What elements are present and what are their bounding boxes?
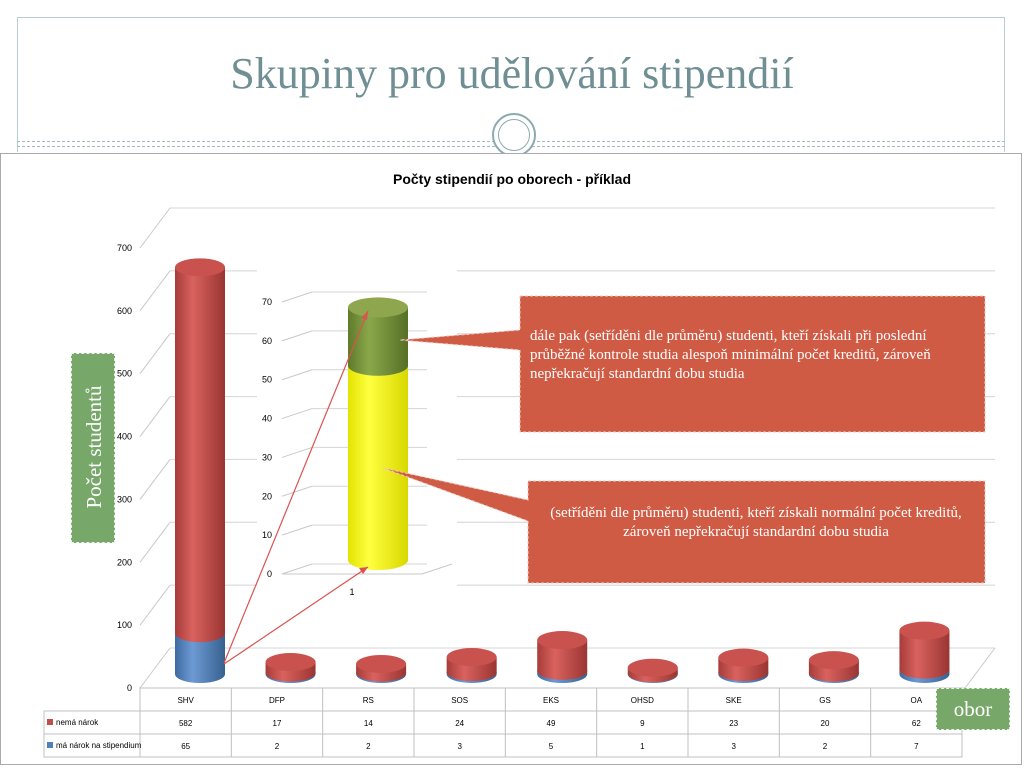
- inset-y-tick-label: 0: [266, 569, 272, 579]
- legend-swatch: [47, 742, 53, 748]
- table-cell: 2: [822, 742, 828, 751]
- table-header-ohsd: OHSD: [630, 696, 654, 705]
- main-y-tick-label: 400: [116, 431, 132, 442]
- table-cell: 2: [366, 742, 371, 751]
- inset-y-tick-label: 40: [261, 413, 272, 424]
- table-header-oa: OA: [910, 696, 923, 705]
- table-header-dfp: DFP: [269, 696, 285, 705]
- table-cell: 1: [640, 742, 645, 751]
- table-header-gs: GS: [819, 696, 831, 705]
- table-header-rs: RS: [362, 696, 374, 705]
- table-header-shv: SHV: [177, 696, 194, 705]
- main-y-tick-label: 600: [116, 305, 132, 316]
- table-header-eks: EKS: [542, 696, 560, 705]
- bar-segment-nema-narok: [175, 258, 225, 642]
- inset-y-tick-label: 50: [261, 374, 272, 385]
- table-cell: 9: [640, 719, 645, 728]
- callout-bottom-text: (setříděni dle průměru) studenti, kteří získali normální počet kreditů, zároveň nepřekračují standardní dobu studia: [550, 505, 962, 540]
- bar-segment-nema-narok: [537, 631, 587, 680]
- table-cell: 20: [820, 719, 830, 728]
- inset-y-tick-label: 30: [261, 452, 272, 463]
- table-row-label: má nárok na stipendium: [56, 741, 142, 750]
- table-cell: 62: [911, 719, 921, 728]
- table-cell: 582: [178, 719, 193, 728]
- main-y-tick-label: 100: [116, 620, 132, 631]
- bar-sos: [447, 648, 497, 683]
- slide-title: Skupiny pro udělování stipendií: [230, 49, 794, 98]
- bar-segment-nema-narok: [718, 649, 768, 681]
- table-row-label: nemá nárok: [56, 718, 99, 727]
- bar-rs: [356, 655, 406, 683]
- bar-eks: [537, 631, 587, 683]
- table-cell: 5: [548, 742, 554, 751]
- table-header-ske: SKE: [725, 696, 742, 705]
- x-axis-label: obor: [936, 688, 1010, 730]
- bar-dfp: [266, 653, 316, 683]
- main-y-tick-label: 200: [116, 557, 132, 568]
- callout-top-text: dále pak (setříděni dle průměru) studenti, kteří získali při poslední průběžné kontrole studia alespoň minimální počet kreditů, zároveň nepřekračují standardní dobu studia: [530, 328, 931, 382]
- inset-y-tick-label: 70: [261, 297, 272, 307]
- main-y-tick-label: 500: [116, 368, 132, 379]
- y-axis-label: Počet studentů: [82, 385, 106, 509]
- bar-oa: [899, 622, 949, 683]
- bar-ske: [718, 649, 768, 683]
- table-cell: 49: [546, 719, 556, 728]
- table-cell: 24: [455, 719, 465, 728]
- bar-segment-nema-narok: [899, 622, 949, 679]
- bar-segment-nema-narok: [447, 648, 497, 681]
- bar-segment-nema-narok: [356, 655, 406, 682]
- bar-segment-nema-narok: [266, 653, 316, 682]
- inset-y-tick-label: 10: [261, 530, 272, 541]
- main-y-tick-label: 300: [116, 494, 132, 505]
- y-axis-label-box: [71, 353, 115, 543]
- bar-shv: [175, 258, 225, 683]
- chart-title: Počty stipendií po oborech - příklad: [392, 171, 632, 187]
- table-cell: 3: [731, 742, 736, 751]
- bar-segment-nema-narok: [809, 651, 859, 682]
- inset-category-label: 1: [349, 587, 355, 597]
- inset-y-tick-label: 60: [261, 335, 272, 346]
- main-y-tick-label: 0: [126, 683, 132, 693]
- bar-segment-nema-narok: [628, 659, 678, 683]
- main-y-tick-label: 700: [116, 243, 132, 253]
- table-cell: 23: [729, 719, 739, 728]
- bar-ohsd: [628, 659, 678, 683]
- table-cell: 7: [914, 742, 919, 751]
- inset-y-tick-label: 20: [261, 491, 272, 502]
- table-cell: 3: [457, 742, 462, 751]
- table-cell: 17: [272, 719, 282, 728]
- bar-gs: [809, 651, 859, 683]
- table-cell: 2: [274, 742, 280, 751]
- table-header-sos: SOS: [451, 696, 469, 705]
- legend-swatch: [47, 719, 53, 725]
- table-cell: 65: [181, 742, 191, 751]
- table-cell: 14: [363, 719, 373, 728]
- inset-segment-bottom: [348, 356, 408, 570]
